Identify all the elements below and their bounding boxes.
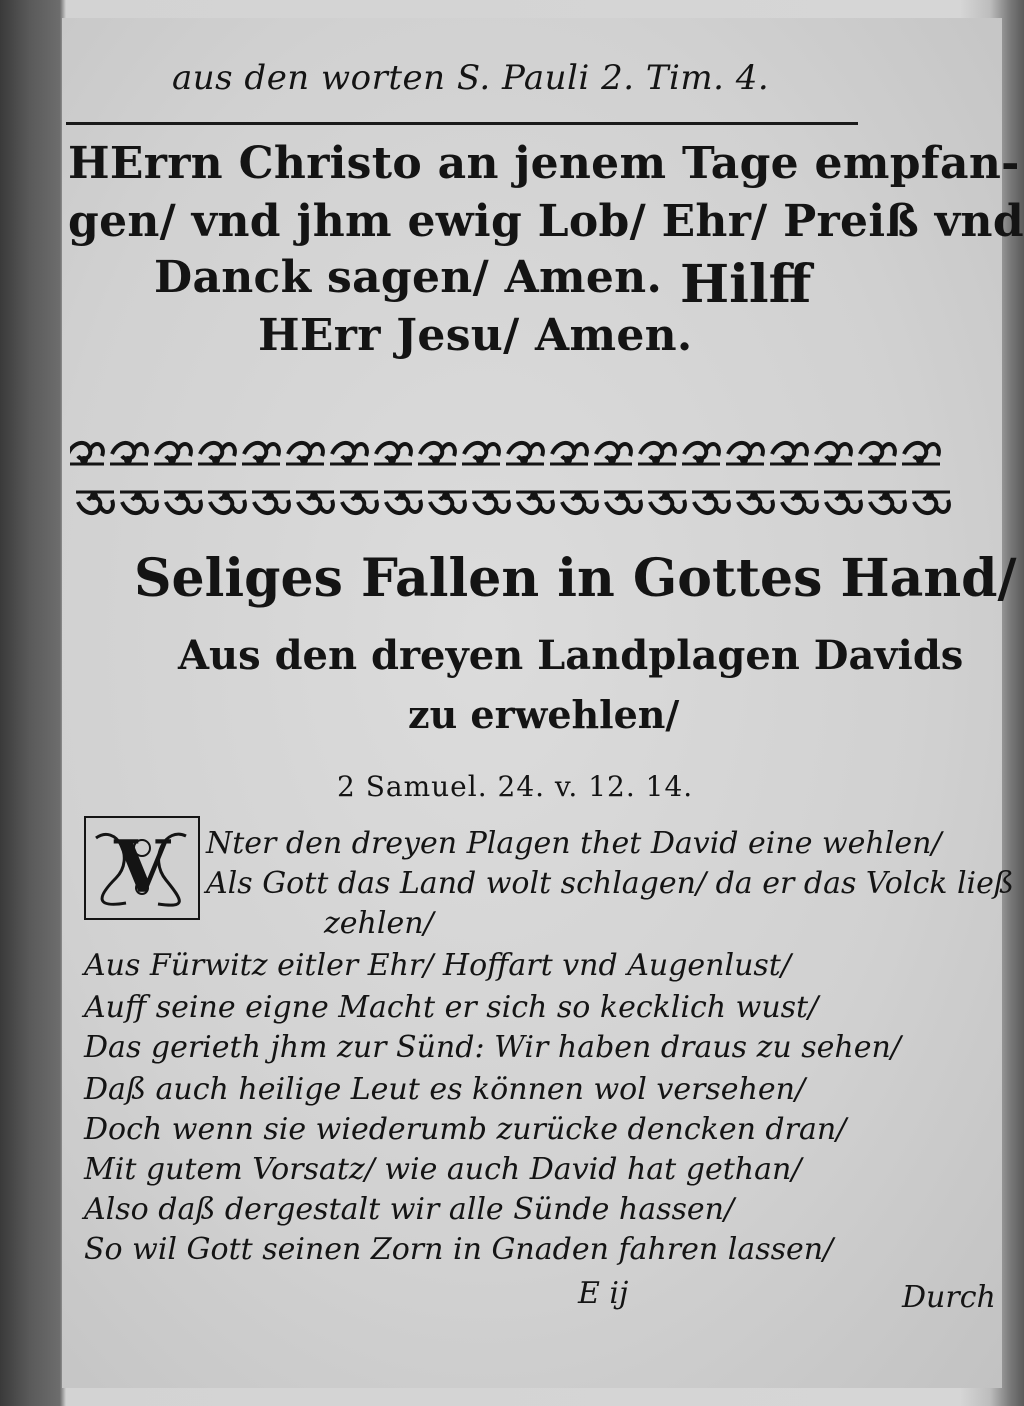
scripture-reference: 2 Samuel. 24. v. 12. 14. [337,770,694,803]
closing-line-2: gen/ vnd jhm ewig Lob/ Ehr/ Preiß vnd [68,196,1024,247]
title-line-2: Aus den dreyen Landplagen Davids [178,632,964,679]
verse-line-9: Mit gutem Vorsatz/ wie auch David hat gethan/ [84,1152,802,1187]
verse-line-11: So wil Gott seinen Zorn in Gnaden fahren lassen/ [84,1232,834,1267]
verse-line-5: Auff seine eigne Macht er sich so kecklich wust/ [84,990,819,1025]
dropcap-letter: V [114,824,170,909]
verse-line-7: Daß auch heilige Leut es können wol versehen/ [84,1072,806,1107]
verse-line-6: Das gerieth jhm zur Sünd: Wir haben draus zu sehen/ [84,1030,901,1065]
signature-mark: E ij [578,1276,629,1311]
verse-line-3: zehlen/ [324,906,434,941]
title-line-3: zu erwehlen/ [408,692,680,737]
verse-line-4: Aus Fürwitz eitler Ehr/ Hoffart vnd Augenlust/ [84,948,791,983]
fleuron-band-icon [70,426,974,530]
closing-line-3: Danck sagen/ Amen. [154,252,663,303]
header-rule [66,122,858,125]
verse-line-8: Doch wenn sie wiederumb zurücke dencken dran/ [84,1112,847,1147]
closing-hilff: Hilff [680,254,812,315]
closing-line-1: HErrn Christo an jenem Tage empfan- [68,138,1020,189]
verse-line-1: Nter den dreyen Plagen thet David eine wehlen/ [206,826,942,861]
verse-line-10: Also daß dergestalt wir alle Sünde hassen/ [84,1192,735,1227]
running-head: aus den worten S. Pauli 2. Tim. 4. [172,58,770,98]
book-page [62,18,1024,1388]
closing-line-4: HErr Jesu/ Amen. [258,310,693,361]
verse-line-2: Als Gott das Land wolt schlagen/ da er das Volck ließ [206,866,1014,901]
initial-flourish-icon [86,818,198,918]
decorated-initial [84,816,200,920]
title-line-1: Seliges Fallen in Gottes Hand/ [134,548,1017,609]
catchword: Durch [902,1280,996,1315]
